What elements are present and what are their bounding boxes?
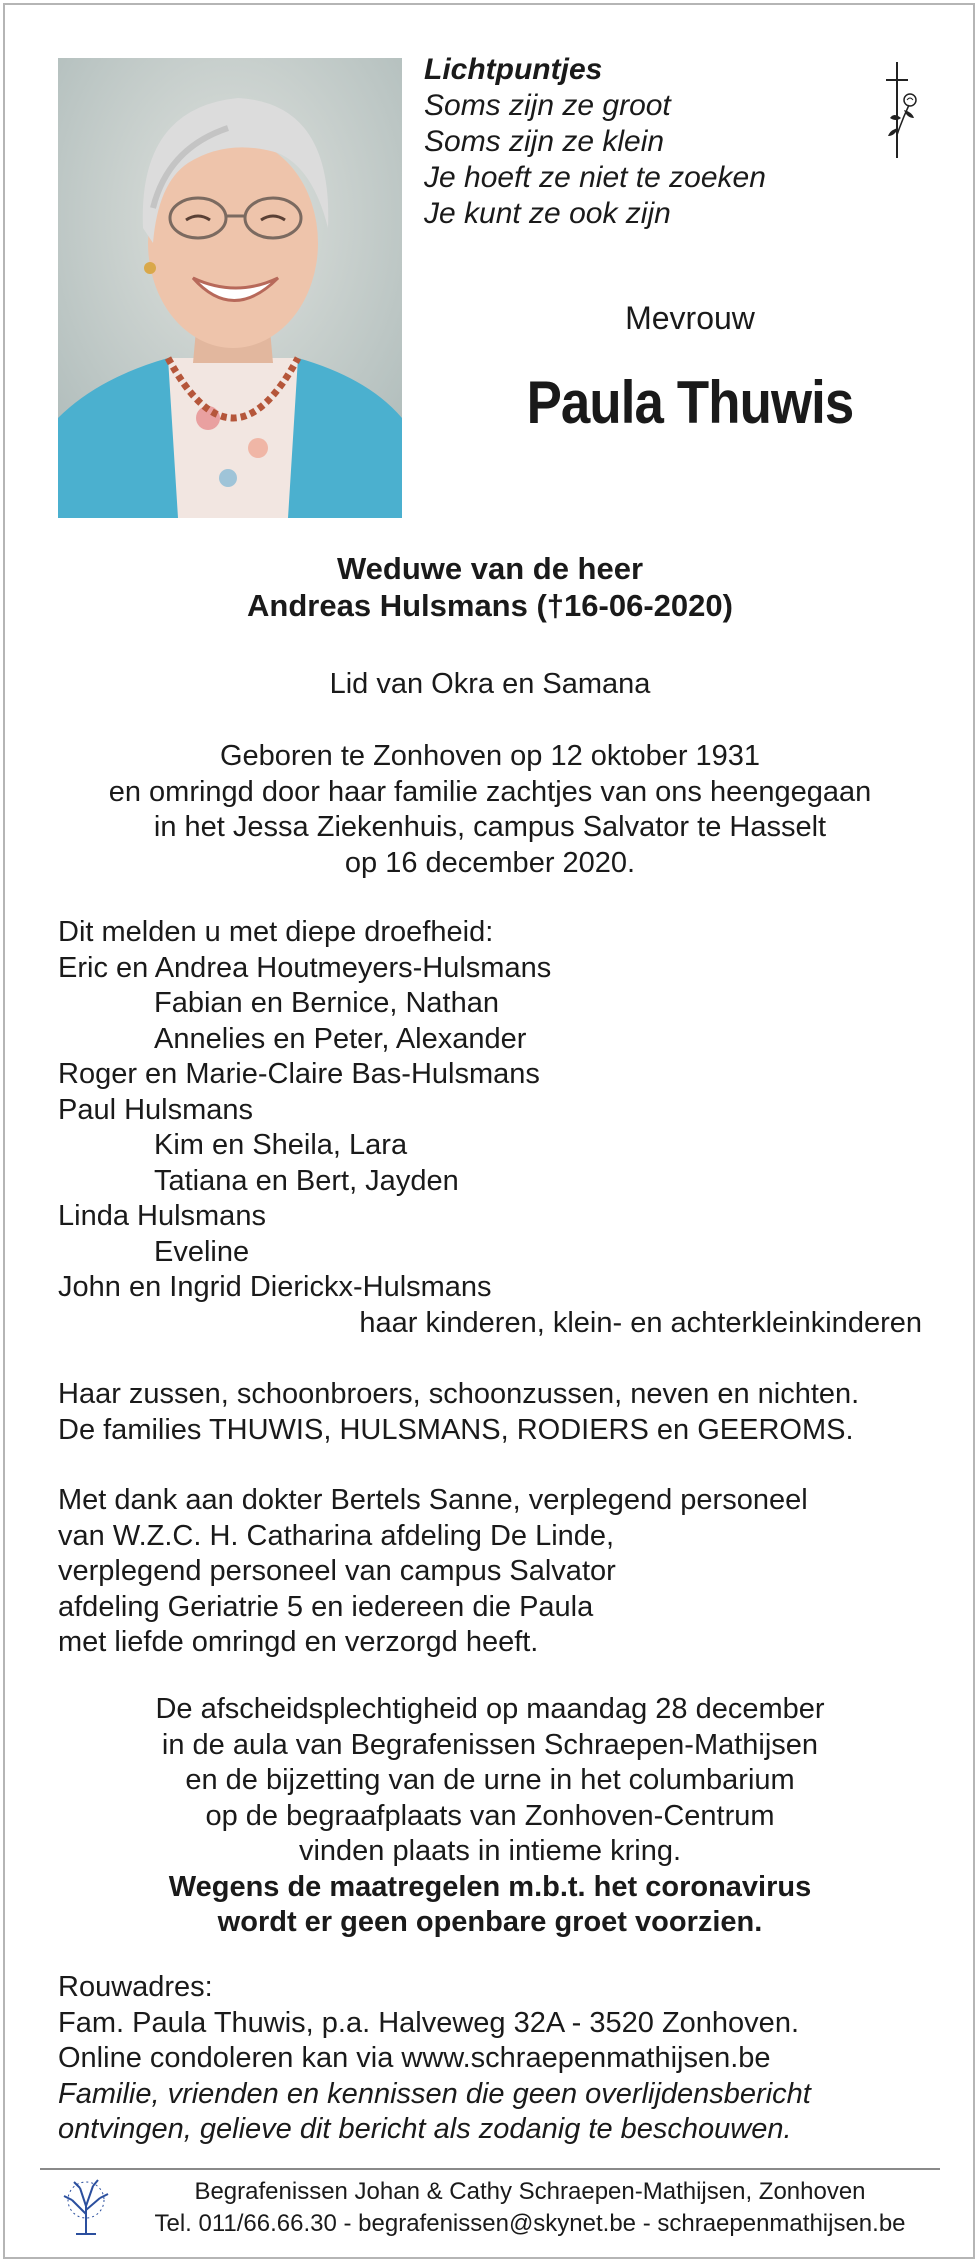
birth-line: in het Jessa Ziekenhuis, campus Salvator te Hasselt (153, 811, 827, 843)
widow-line: Andreas Hulsmans (†16-06-2020) (247, 588, 733, 623)
footer-divider (40, 2168, 940, 2170)
ceremony-line: De afscheidsplechtigheid op maandag 28 december (155, 1693, 825, 1725)
ceremony-line: en de bijzetting van de urne in het columbarium (185, 1764, 795, 1796)
cross-with-rose-icon (874, 60, 920, 165)
address-block (58, 1970, 811, 2148)
family-line: Eric en Andrea Houtmeyers-Hulsmans (58, 951, 552, 984)
portrait-photo (58, 58, 402, 518)
family-block (58, 915, 551, 1306)
widow-line: Weduwe van de heer (336, 551, 644, 586)
membership: Lid van Okra en Samana (329, 668, 651, 700)
relatives-line: De families THUWIS, HULSMANS, RODIERS en GEEROMS. (58, 1413, 854, 1446)
widow-block (0, 550, 980, 624)
deceased-name: Paula Thuwis (526, 369, 854, 436)
thanks-line: van W.Z.C. H. Catharina afdeling De Linde, (58, 1519, 615, 1552)
thanks-line: Met dank aan dokter Bertels Sanne, verplegend personeel (58, 1484, 808, 1516)
ceremony-line: vinden plaats in intieme kring. (298, 1835, 682, 1867)
ceremony-line: in de aula van Begrafenissen Schraepen-Mathijsen (161, 1728, 819, 1761)
ceremony-block (0, 1692, 980, 1941)
family-intro: Dit melden u met diepe droefheid: (58, 916, 494, 948)
footer-contact: Tel. 011/66.66.30 - begrafenissen@skynet.be - schraepenmathijsen.be (154, 2210, 906, 2237)
family-line: Roger en Marie-Claire Bas-Hulsmans (58, 1058, 540, 1090)
family-line: John en Ingrid Dierickx-Hulsmans (58, 1271, 492, 1303)
footer-company: Begrafenissen Johan & Cathy Schraepen-Mathijsen, Zonhoven (194, 2178, 866, 2205)
family-line: Linda Hulsmans (58, 1200, 266, 1232)
poem-line: Je hoeft ze niet te zoeken (424, 161, 766, 194)
thanks-line: met liefde omringd en verzorgd heeft. (58, 1626, 539, 1658)
poem-block (424, 52, 766, 232)
birth-block (0, 739, 980, 881)
family-closing: haar kinderen, klein- en achterkleinkinderen (359, 1307, 922, 1339)
family-line: Tatiana en Bert, Jayden (154, 1164, 459, 1197)
corona-line: wordt er geen openbare groet voorzien. (217, 1906, 763, 1938)
address-note: ontvingen, gelieve dit bericht als zodanig te beschouwen. (58, 2113, 792, 2145)
relatives-block (58, 1377, 859, 1448)
thanks-line: afdeling Geriatrie 5 en iedereen die Paula (58, 1590, 594, 1623)
poem-line: Soms zijn ze klein (424, 125, 665, 158)
family-line: Paul Hulsmans (58, 1093, 254, 1126)
thanks-block (58, 1483, 808, 1661)
address-note: Familie, vrienden en kennissen die geen overlijdensbericht (58, 2077, 811, 2110)
address-line: Fam. Paula Thuwis, p.a. Halveweg 32A - 3520 Zonhoven. (58, 2006, 800, 2039)
poem-title: Lichtpuntjes (424, 53, 603, 86)
birth-line: op 16 december 2020. (344, 846, 636, 879)
tree-logo-icon (60, 2178, 112, 2241)
relatives-line: Haar zussen, schoonbroers, schoonzussen, neven en nichten. (58, 1378, 860, 1410)
online-condolence: Online condoleren kan via www.schraepenmathijsen.be (58, 2042, 771, 2074)
family-line: Annelies en Peter, Alexander (154, 1022, 527, 1055)
poem-line: Soms zijn ze groot (424, 89, 671, 122)
poem-line: Je kunt ze ook zijn (424, 197, 671, 230)
birth-line: Geboren te Zonhoven op 12 oktober 1931 (219, 740, 761, 772)
family-line: Kim en Sheila, Lara (154, 1129, 408, 1161)
address-label: Rouwadres: (58, 1971, 213, 2003)
thanks-line: verplegend personeel van campus Salvator (58, 1555, 616, 1587)
footer (110, 2176, 950, 2240)
birth-line: en omringd door haar familie zachtjes van ons heengegaan (108, 775, 872, 808)
salutation: Mevrouw (625, 300, 755, 336)
ceremony-line: op de begraafplaats van Zonhoven-Centrum (205, 1799, 775, 1832)
family-line: Eveline (154, 1235, 250, 1268)
family-line: Fabian en Bernice, Nathan (154, 987, 499, 1019)
corona-line: Wegens de maatregelen m.b.t. het coronavirus (168, 1870, 812, 1903)
